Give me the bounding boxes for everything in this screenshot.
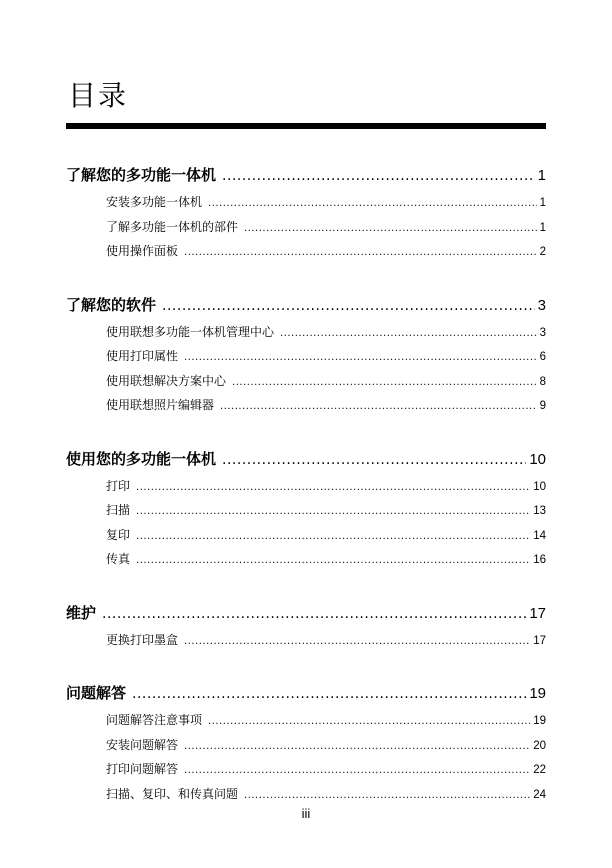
toc-entry[interactable] xyxy=(66,290,546,320)
toc-subentry-page: 9 xyxy=(539,400,546,412)
toc-subentry-title: 使用打印属性 xyxy=(106,349,179,363)
toc-section xyxy=(66,290,546,418)
page-title: 目录 xyxy=(68,79,129,112)
toc-subentry[interactable] xyxy=(66,628,546,653)
toc-subentry-title: 使用操作面板 xyxy=(106,244,179,258)
dot-leader xyxy=(184,759,530,784)
dot-leader xyxy=(244,784,530,809)
toc-entry-title: 维护 xyxy=(66,603,97,622)
dot-leader xyxy=(136,549,530,574)
dot-leader xyxy=(184,346,537,371)
toc-entry[interactable] xyxy=(66,160,546,190)
toc-subentry-page: 17 xyxy=(533,634,546,647)
dot-leader xyxy=(232,371,537,396)
toc-subentry-title: 复印 xyxy=(106,527,131,542)
toc-subentry[interactable] xyxy=(66,344,546,369)
dot-leader xyxy=(184,241,537,266)
toc-subentry-page: 16 xyxy=(533,554,546,566)
toc-section xyxy=(66,678,546,806)
toc-subentry-title: 了解多功能一体机的部件 xyxy=(106,219,239,234)
toc-subentry[interactable] xyxy=(66,215,546,240)
toc-subentry[interactable] xyxy=(66,190,546,215)
toc-entry-page: 3 xyxy=(537,296,546,314)
toc-subentry[interactable] xyxy=(66,393,546,418)
toc-subentry[interactable] xyxy=(66,320,546,345)
toc-subentry-title: 安装问题解答 xyxy=(106,737,179,752)
toc-subentry[interactable] xyxy=(66,708,546,733)
dot-leader xyxy=(132,679,526,709)
toc-subentry-page: 24 xyxy=(533,788,546,801)
dot-leader xyxy=(136,525,530,550)
toc-subentry-title: 打印 xyxy=(106,478,131,493)
toc-section xyxy=(66,444,546,572)
dot-leader xyxy=(222,161,535,191)
dot-leader xyxy=(136,476,530,501)
dot-leader xyxy=(220,395,537,420)
dot-leader xyxy=(280,322,537,347)
toc-subentry-page: 13 xyxy=(533,505,546,517)
toc-subentry[interactable] xyxy=(66,547,546,572)
toc-subentry-title: 扫描 xyxy=(106,503,131,517)
dot-leader xyxy=(184,735,530,760)
toc-entry-page: 19 xyxy=(529,685,546,702)
toc-subentry[interactable] xyxy=(66,782,546,807)
toc-subentry-title: 使用联想解决方案中心 xyxy=(106,373,227,388)
toc-subentry-page: 14 xyxy=(533,529,546,542)
dot-leader xyxy=(136,500,530,525)
dot-leader xyxy=(208,192,537,217)
toc-subentry-page: 8 xyxy=(539,375,546,388)
dot-leader xyxy=(244,217,537,242)
toc-entry-title: 使用您的多功能一体机 xyxy=(66,449,217,468)
page-number: iii xyxy=(301,806,311,821)
toc-entry-page: 1 xyxy=(537,167,546,184)
toc-subentry-title: 扫描、复印、和传真问题 xyxy=(106,786,239,801)
dot-leader xyxy=(208,710,530,735)
toc-subentry[interactable] xyxy=(66,498,546,523)
toc-subentry-title: 使用联想多功能一体机管理中心 xyxy=(106,324,275,339)
toc-subentry-page: 10 xyxy=(533,480,546,493)
toc-subentry-page: 20 xyxy=(533,739,546,752)
toc-subentry[interactable] xyxy=(66,757,546,782)
toc-subentry-page: 1 xyxy=(539,221,546,234)
toc-subentry[interactable] xyxy=(66,474,546,499)
toc-entry-page: 17 xyxy=(529,604,546,622)
dot-leader xyxy=(162,291,535,321)
toc-entry[interactable] xyxy=(66,444,546,474)
toc-entry[interactable] xyxy=(66,678,546,708)
toc-entry[interactable] xyxy=(66,598,546,628)
toc-subentry[interactable] xyxy=(66,239,546,264)
toc-subentry-page: 19 xyxy=(533,715,546,727)
toc-section xyxy=(66,598,546,653)
toc-entry-page: 10 xyxy=(529,450,546,468)
toc-subentry-title: 传真 xyxy=(106,552,131,566)
toc-subentry-title: 安装多功能一体机 xyxy=(106,195,203,209)
dot-leader xyxy=(102,599,526,629)
title-rule xyxy=(66,123,546,129)
toc-entry-title: 了解您的软件 xyxy=(66,295,157,314)
toc-subentry-title: 问题解答注意事项 xyxy=(106,713,203,727)
toc-subentry-page: 2 xyxy=(539,246,546,258)
toc-subentry-page: 1 xyxy=(539,197,546,209)
toc-subentry-page: 22 xyxy=(533,764,546,776)
table-of-contents xyxy=(66,160,546,832)
toc-subentry[interactable] xyxy=(66,523,546,548)
toc-section xyxy=(66,160,546,264)
dot-leader xyxy=(222,445,526,475)
toc-subentry-page: 6 xyxy=(539,351,546,363)
toc-subentry-title: 打印问题解答 xyxy=(106,762,179,776)
toc-subentry-title: 更换打印墨盒 xyxy=(106,632,179,647)
toc-entry-title: 问题解答 xyxy=(66,684,127,702)
toc-entry-title: 了解您的多功能一体机 xyxy=(66,166,217,184)
dot-leader xyxy=(184,630,530,655)
toc-subentry[interactable] xyxy=(66,369,546,394)
toc-subentry[interactable] xyxy=(66,733,546,758)
toc-subentry-page: 3 xyxy=(539,326,546,339)
toc-subentry-title: 使用联想照片编辑器 xyxy=(106,398,215,412)
